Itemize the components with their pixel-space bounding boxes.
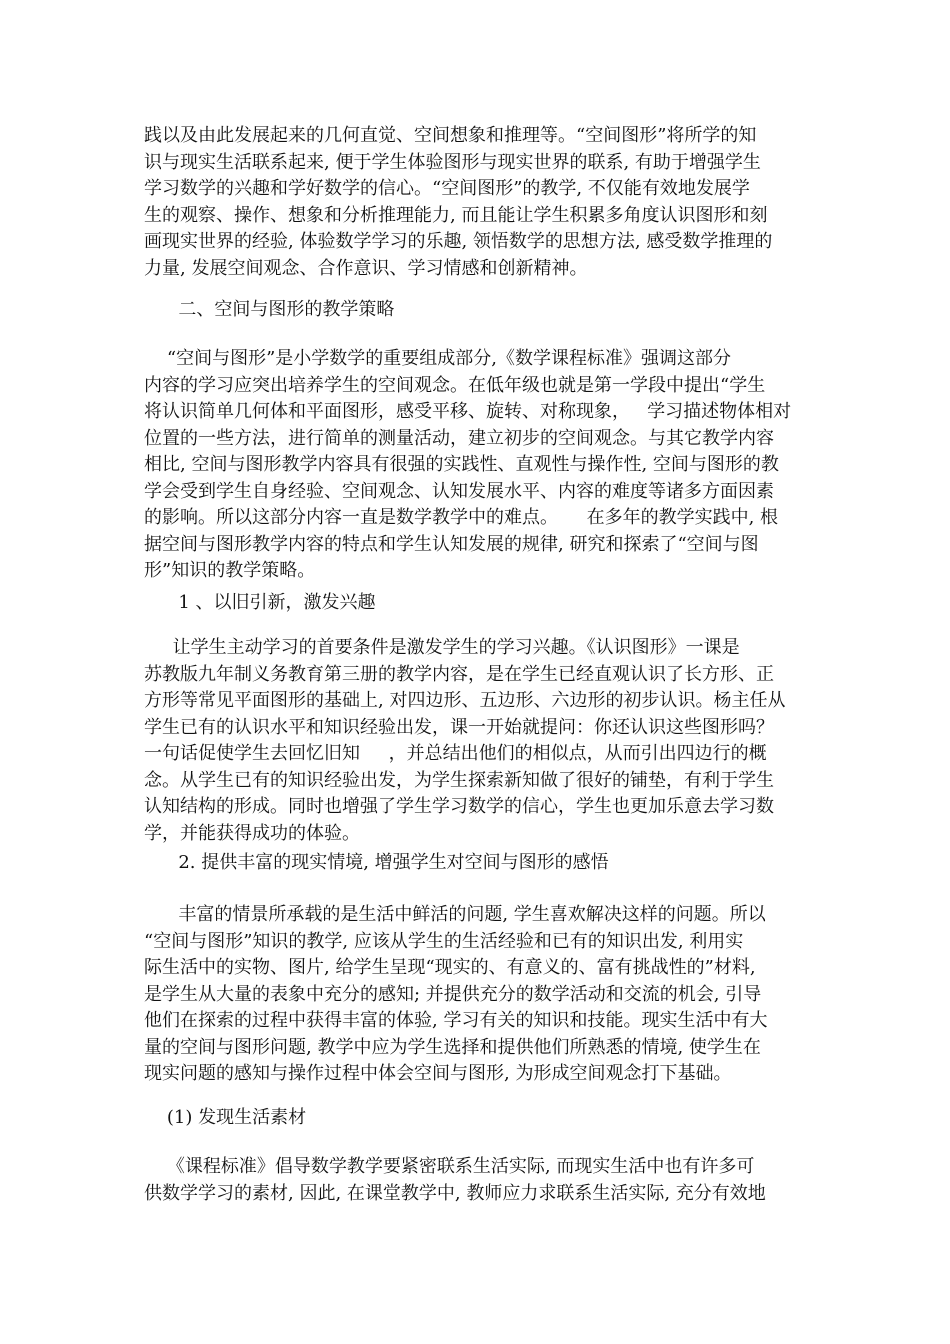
text-line: 丰富的情景所承载的是生活中鲜活的问题, 学生喜欢解决这样的问题。所以 [144, 904, 766, 925]
paragraph-curriculum [144, 1154, 808, 1207]
text-line: 《课程标准》倡导数学教学要紧密联系生活实际, 而现实生活中也有许多可 [144, 1156, 755, 1177]
heading-text: 2. 提供丰富的现实情境, 增强学生对空间与图形的感悟 [144, 852, 609, 873]
heading-text: 1 、以旧引新，激发兴趣 [144, 592, 376, 613]
text-line: 生的观察、操作、想象和分析推理能力, 而且能让学生积累多角度认识图形和刻 [144, 204, 768, 226]
text-line: 识与现实生活联系起来, 便于学生体验图形与现实世界的联系, 有助于增强学生 [144, 151, 761, 173]
text-line: 方形等常见平面图形的基础上, 对四边形、五边形、六边形的初步认识。杨主任从 [144, 690, 786, 711]
text-line: 据空间与图形教学内容的特点和学生认知发展的规律, 研究和探索了“空间与图 [144, 533, 759, 555]
text-line: 际生活中的实物、图片, 给学生呈现“现实的、有意义的、富有挑战性的”材料, [144, 957, 756, 978]
text-line: 相比, 空间与图形教学内容具有很强的实践性、直观性与操作性, 空间与图形的教 [144, 454, 779, 475]
text-line: 是学生从大量的表象中充分的感知; 并提供充分的数学活动和交流的机会, 引导 [144, 983, 762, 1005]
heading-text: (1) 发现生活素材 [144, 1107, 307, 1128]
paragraph-space-and-shape [144, 346, 808, 585]
text-line: 学，并能获得成功的体验。 [144, 822, 360, 844]
text-line: 学会受到学生自身经验、空间观念、认知发展水平、内容的难度等诸多方面因素 [144, 480, 774, 502]
text-line: 内容的学习应突出培养学生的空间观念。在低年级也就是第一学段中提出“学生 [144, 374, 766, 396]
heading-text: 二、空间与图形的教学策略 [144, 299, 395, 320]
text-line: 让学生主动学习的首要条件是激发学生的学习兴趣。《认识图形》一课是 [144, 637, 740, 658]
paragraph-interest [144, 635, 808, 847]
text-line: 一句话促使学生去回忆旧知 ，并总结出他们的相似点，从而引出四边行的概 [144, 743, 767, 764]
section-heading-strategies [144, 297, 808, 324]
text-line: 学生已有的认识水平和知识经验出发，课一开始就提问：你还认识这些图形吗？ [144, 716, 774, 738]
text-line: 形”知识的教学策略。 [144, 560, 316, 581]
paragraph-situations [144, 902, 808, 1088]
section-heading-2 [144, 850, 808, 877]
paragraph-intro [144, 123, 808, 282]
text-line: 画现实世界的经验, 体验数学学习的乐趣, 领悟数学的思想方法, 感受数学推理的 [144, 231, 773, 252]
text-line: “空间与图形”是小学数学的重要组成部分,《数学课程标准》强调这部分 [144, 348, 732, 369]
text-line: 供数学学习的素材, 因此, 在课堂教学中, 教师应力求联系生活实际, 充分有效地 [144, 1182, 766, 1204]
text-line: 践以及由此发展起来的几何直觉、空间想象和推理等。“空间图形”将所学的知 [144, 125, 757, 146]
text-line: 位置的一些方法，进行简单的测量活动，建立初步的空间观念。与其它教学内容 [144, 427, 774, 449]
text-line: 力量, 发展空间观念、合作意识、学习情感和创新精神。 [144, 257, 588, 279]
section-heading-sub-1 [144, 1105, 808, 1132]
text-line: “空间与图形”知识的教学, 应该从学生的生活经验和已有的知识出发, 利用实 [144, 930, 744, 952]
text-line: 苏教版九年制义务教育第三册的教学内容，是在学生已经直观认识了长方形、正 [144, 663, 774, 685]
text-line: 量的空间与图形问题, 教学中应为学生选择和提供他们所熟悉的情境, 使学生在 [144, 1036, 761, 1058]
text-line: 现实问题的感知与操作过程中体会空间与图形, 为形成空间观念打下基础。 [144, 1063, 732, 1084]
text-line: 认知结构的形成。同时也增强了学生学习数学的信心，学生也更加乐意去学习数 [144, 796, 774, 817]
text-line: 学习数学的兴趣和学好数学的信心。“空间图形”的教学, 不仅能有效地发展学 [144, 178, 750, 199]
text-line: 的影响。所以这部分内容一直是数学教学中的难点。 在多年的教学实践中, 根 [144, 507, 779, 528]
section-heading-1 [144, 590, 808, 617]
text-line: 念。从学生已有的知识经验出发，为学生探索新知做了很好的铺垫，有利于学生 [144, 769, 774, 791]
text-line: 他们在探索的过程中获得丰富的体验, 学习有关的知识和技能。现实生活中有大 [144, 1010, 768, 1031]
text-line: 将认识简单几何体和平面图形，感受平移、旋转、对称现象， 学习描述物体相对 [144, 401, 792, 422]
